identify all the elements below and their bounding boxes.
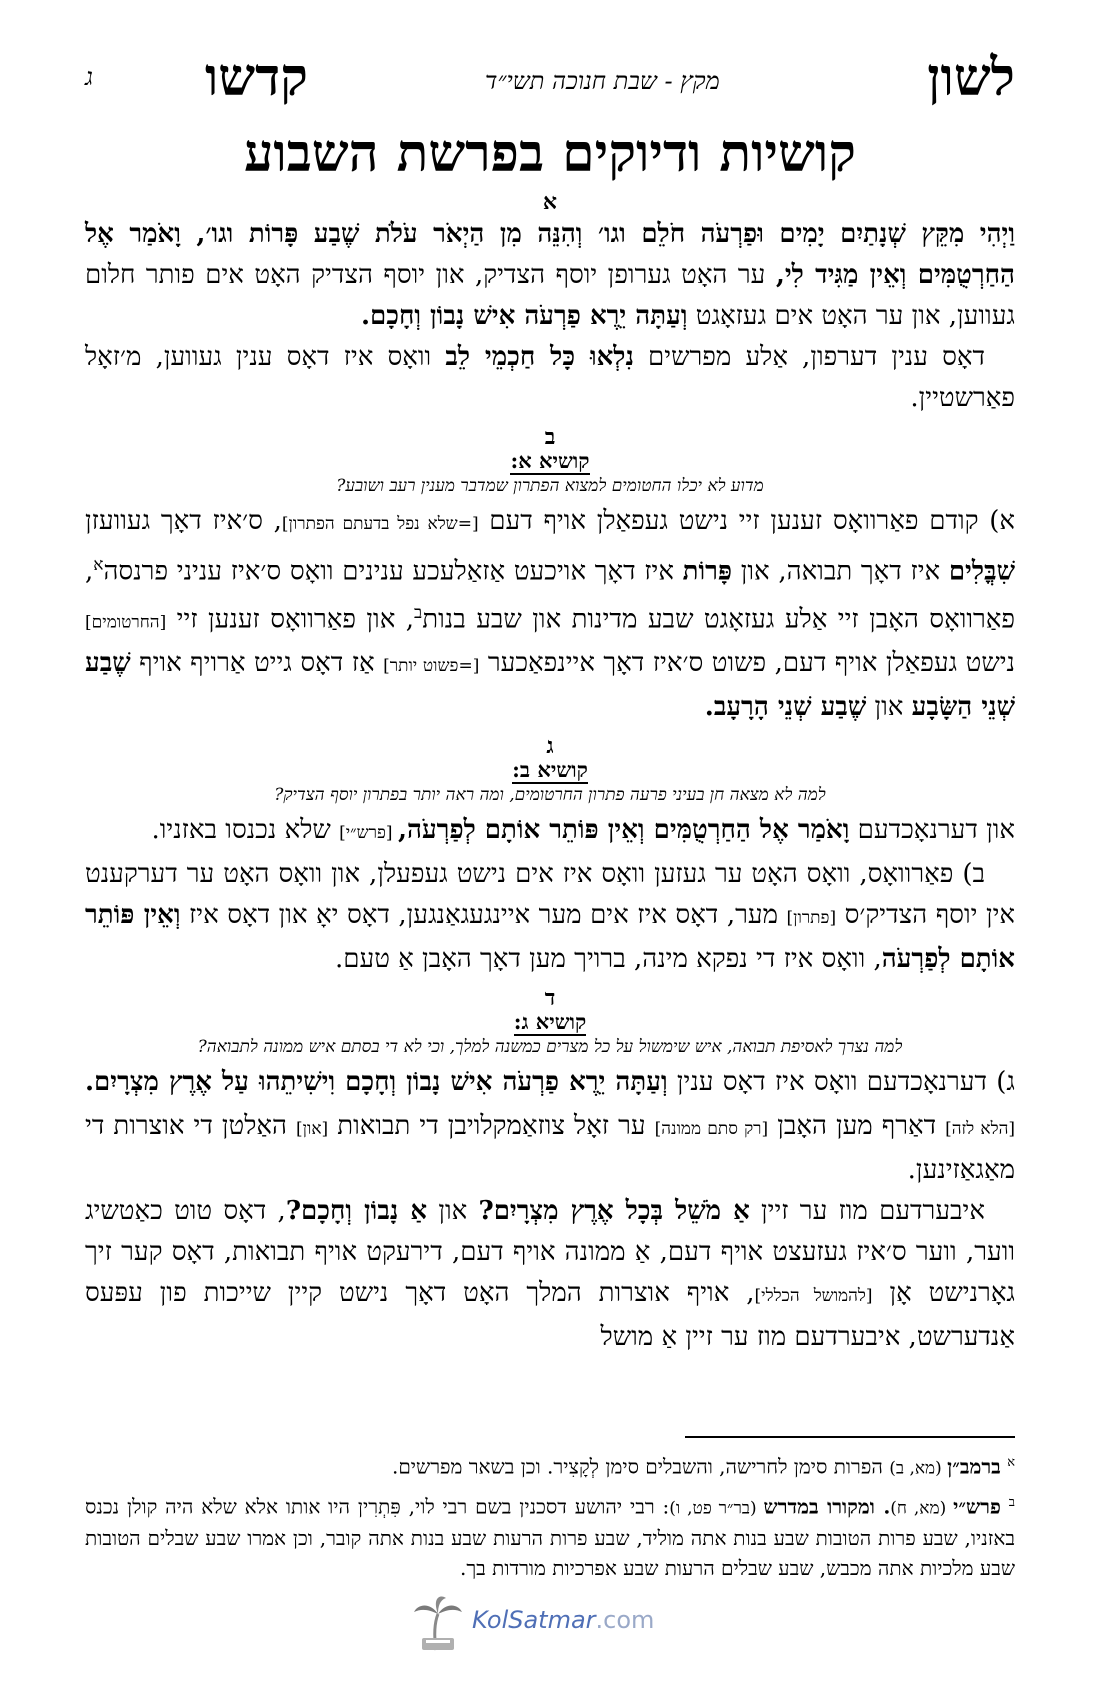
footnote-a bbox=[85, 1448, 1015, 1484]
page-header bbox=[85, 48, 1015, 108]
bracket-note: [רק סתם ממונה] bbox=[654, 1119, 769, 1140]
text-run: און bbox=[427, 1196, 479, 1227]
paragraph-d2 bbox=[85, 1191, 1015, 1358]
verse-quote: וְעַתָּה יֵרֶא פַרְעֹה אִישׁ נָבוֹן וְחָכָם. bbox=[360, 301, 688, 331]
bracket-note: [און] bbox=[296, 1119, 329, 1140]
verse-quote: שֶׁבַע שְׁנֵי הָרָעָב. bbox=[704, 692, 867, 723]
source-name: . ומקורו במדרש bbox=[763, 1494, 891, 1519]
header-logo-right: לשון bbox=[927, 47, 1015, 108]
text-run: ער האָט גערופן יוסף הצדיק, און יוסף הצדיק האָט אים פותר חלום געווען, און ער האָט אים געזאָגט bbox=[85, 260, 1015, 331]
bracket-note: [=שלא נפל בדעתם הפתרון] bbox=[281, 514, 479, 534]
verse-quote: וָאֹמַר אֶל הַחַרְטֻמִּים וְאֵין פּוֹתֵר אוֹתָם לְפַרְעֹה, bbox=[397, 815, 850, 846]
footnote-mark: ב bbox=[1008, 1494, 1015, 1510]
footnote-divider bbox=[685, 1436, 1015, 1438]
footnote-ref-a[interactable]: א bbox=[93, 555, 104, 575]
page-number: ג bbox=[85, 63, 93, 91]
text-run: , אויף אוצרות המלך האָט דאָך נישט קיין שייכות פון עפּעס אַנדערשט, איבערדעם מוז ער זיין אַ מושל bbox=[85, 1278, 1015, 1353]
text-run: מער, דאָס איז אים מער איינגעגאַנגען, דאָס יאָ און דאָס איז bbox=[180, 900, 787, 931]
kushya-question-1: מדוע לא יכלו החטומים למצוא הפתרון שמדבר מענין רעב ושובע? bbox=[336, 476, 764, 496]
watermark bbox=[410, 1594, 690, 1654]
kushya-title-text: קושיא א: bbox=[510, 448, 590, 473]
footnote-text: הפרות סימן לחרישה, והשבלים סימן לְקָצִיר. וכן בשאר מפרשים. bbox=[391, 1454, 890, 1479]
watermark-domain: .com bbox=[595, 1606, 655, 1634]
verse-quote: וַיְהִי מִקֵּץ שְׁנָתַיִם יָמִים וּפַרְעֹה חֹלֵם וגו׳ וְהִנֵּה מִן הַיְאֹר עֹלֹת שֶׁבַע פָּרוֹת וגו׳, וָאֹמַר אֶל הַחַרְטֻמִּים וְאֵין מַגִּיד לִי, bbox=[85, 219, 1015, 290]
verse-quote: אַ מֹשֵׁל בְּכָל אֶרֶץ מִצְרָיִם? bbox=[478, 1196, 750, 1227]
text-run: , און פאַרוואָס זענען זיי bbox=[166, 604, 415, 635]
text-run: ב) פאַרוואָס, וואָס האָט ער געזען וואָס איז אים נישט געפעלן, און וואָס האָט ער דערקענט אין יוסף הצדיק׳ס bbox=[85, 859, 1015, 931]
text-run: אַז דאָס גייט אַרויף אויף bbox=[130, 648, 384, 679]
text-run: א) קודם פאַרוואָס זענען זיי נישט געפאַלן אויף דעם bbox=[478, 506, 1015, 536]
source-name: ברמב״ן bbox=[947, 1454, 1001, 1479]
kushya-question-3: למה נצרך לאסיפת תבואה, איש שימשול על כל מצרים כמשנה למלך, וכי לא די בסתם איש ממונה לתבואה? bbox=[197, 1037, 903, 1058]
paragraph-a2 bbox=[85, 337, 1015, 419]
source-ref: (בר״ר פט, ו) bbox=[669, 1498, 764, 1519]
kushya-title-1 bbox=[85, 449, 1015, 473]
footnote-mark: א bbox=[1007, 1455, 1015, 1470]
section-letter-b: ב bbox=[544, 424, 556, 450]
verse-quote: וְעַתָּה יֵרֶא פַרְעֹה אִישׁ נָבוֹן וְחָכָם וִישִׁיתֵהוּ עַל אֶרֶץ מִצְרָיִם. bbox=[85, 1067, 668, 1098]
text-run: איז דאָך תבואה, און bbox=[732, 556, 949, 587]
bracket-note: [פתרון] bbox=[786, 908, 837, 929]
header-logo-left: קדשו bbox=[205, 47, 308, 108]
paragraph-c2 bbox=[85, 854, 1015, 980]
verse-quote: וְאֵין פּוֹתֵר אוֹתָם לְפַרְעֹה bbox=[85, 900, 1015, 975]
text-run: , דאָס טוט כאַטשיג ווער, ווער ס׳איז געזעצט אויף דעם, אַ ממונה אויף דעם, דירעקט אויף תבואות, דאָס קער זיך גאָרנישט אָן bbox=[85, 1196, 1015, 1309]
text-run: ג) דערנאָכדעם וואָס איז דאָס ענין bbox=[667, 1067, 1015, 1098]
text-run: , וואָס איז די נפקא מינה, ברויך מען דאָך האָבן אַ טעם. bbox=[335, 944, 882, 975]
kushya-question-2: למה לא מצאה חן בעיני פרעה פתרון החרטומים, ומה ראה יותר בפתרון יוסף הצדיק? bbox=[274, 785, 826, 806]
verse-quote: אַ נָבוֹן וְחָכָם? bbox=[285, 1196, 428, 1227]
kushya-title-3 bbox=[85, 1010, 1015, 1034]
text-run: ער זאָל צוזאַמקלויבן די תבואות bbox=[328, 1111, 655, 1142]
section-letter-d: ד bbox=[544, 985, 556, 1012]
text-run: דאַרף מען האָבן bbox=[768, 1111, 946, 1142]
bracket-note: [פרש״י] bbox=[339, 823, 398, 844]
text-run: שלא נכנסו באזניו. bbox=[151, 815, 340, 846]
bracket-note: [להמושל הכללי] bbox=[754, 1286, 873, 1307]
watermark-text bbox=[472, 1606, 654, 1634]
paragraph-b1 bbox=[85, 501, 1015, 728]
verse-quote: שֶׁבַע שְׁנֵי הַשָּׂבָע bbox=[85, 648, 1015, 723]
text-run: וואָס איז דאָס ענין געווען, מ׳זאָל פאַרשטיין. bbox=[85, 342, 1015, 413]
bracket-note: [החרטומים] bbox=[85, 612, 167, 633]
text-run: און bbox=[866, 692, 912, 723]
text-run: נישט געפאַלן אויף דעם, פשוט ס׳איז דאָך איינפאַכער bbox=[479, 648, 1016, 679]
paragraph-c1 bbox=[85, 810, 1015, 854]
verse-quote: נִלְאוּ כָּל חַכְמֵי לֵב bbox=[445, 342, 634, 372]
footnote-text: : רבי יהושע דסכנין בשם רבי לוי, פִּתְרִין היו אותו אלא שלא היה קולן נכנס באזניו, שבע פרות הטובות שבע בנות אתה מוליד, שבע פרות הרעות שבע בנות אתה קובר, וכן אמרו שבע שבלים הטובות שבע מלכיות אתה מכבש, שבע שבלים הרעות שבע אפרכיות מורדות בך. bbox=[85, 1494, 1015, 1581]
header-subtitle: מקץ - שבת חנוכה תשי״ד bbox=[485, 67, 720, 95]
article-body bbox=[85, 190, 1015, 1358]
text-run: האַלטן די אוצרות די מאַגאַזינען. bbox=[85, 1111, 1015, 1186]
paragraph-d1 bbox=[85, 1062, 1015, 1191]
kushya-title-text: קושיא ג: bbox=[513, 1009, 587, 1035]
palm-tree-icon bbox=[410, 1594, 466, 1652]
footnote-b bbox=[85, 1488, 1015, 1584]
text-run: דאָס ענין דערפון, אַלע מפרשים bbox=[633, 342, 985, 372]
verse-quote: שִׁבֳּלִים bbox=[948, 556, 1015, 587]
bracket-note: [=פשוט יותר] bbox=[383, 656, 480, 677]
footnote-ref-b[interactable]: ב bbox=[414, 602, 423, 623]
text-run: , ס׳איז דאָך געוועזן bbox=[85, 506, 282, 536]
text-run: איז דאָך אויכעט אַזאַלעכע ענינים וואָס ס׳איז עניני פרנסה bbox=[103, 556, 683, 587]
source-name: פרש״י bbox=[953, 1494, 1001, 1519]
text-run: איבערדעם מוז ער זיין bbox=[749, 1196, 985, 1227]
section-letter-c: ג bbox=[546, 733, 554, 760]
verse-quote: פָּרוֹת bbox=[682, 556, 733, 587]
source-ref: (מא, ב) bbox=[889, 1458, 948, 1479]
section-letter-a: א bbox=[542, 189, 558, 215]
kushya-title-text: קושיא ב: bbox=[512, 757, 588, 783]
bracket-note: [הלא לזה] bbox=[945, 1119, 1015, 1140]
footnotes bbox=[85, 1448, 1015, 1587]
page-title: קושיות ודיוקים בפרשת השבוע bbox=[243, 123, 856, 184]
source-ref: (מא, ח) bbox=[890, 1498, 954, 1519]
paragraph-a1 bbox=[85, 214, 1015, 337]
text-run: , פאַרוואָס האָבן זיי אַלע געזאָגט שבע מדינות און שבע בנות bbox=[85, 556, 1015, 635]
watermark-brand: KolSatmar bbox=[472, 1606, 596, 1634]
text-run: און דערנאָכדעם bbox=[849, 815, 1015, 846]
kushya-title-2 bbox=[85, 758, 1015, 782]
